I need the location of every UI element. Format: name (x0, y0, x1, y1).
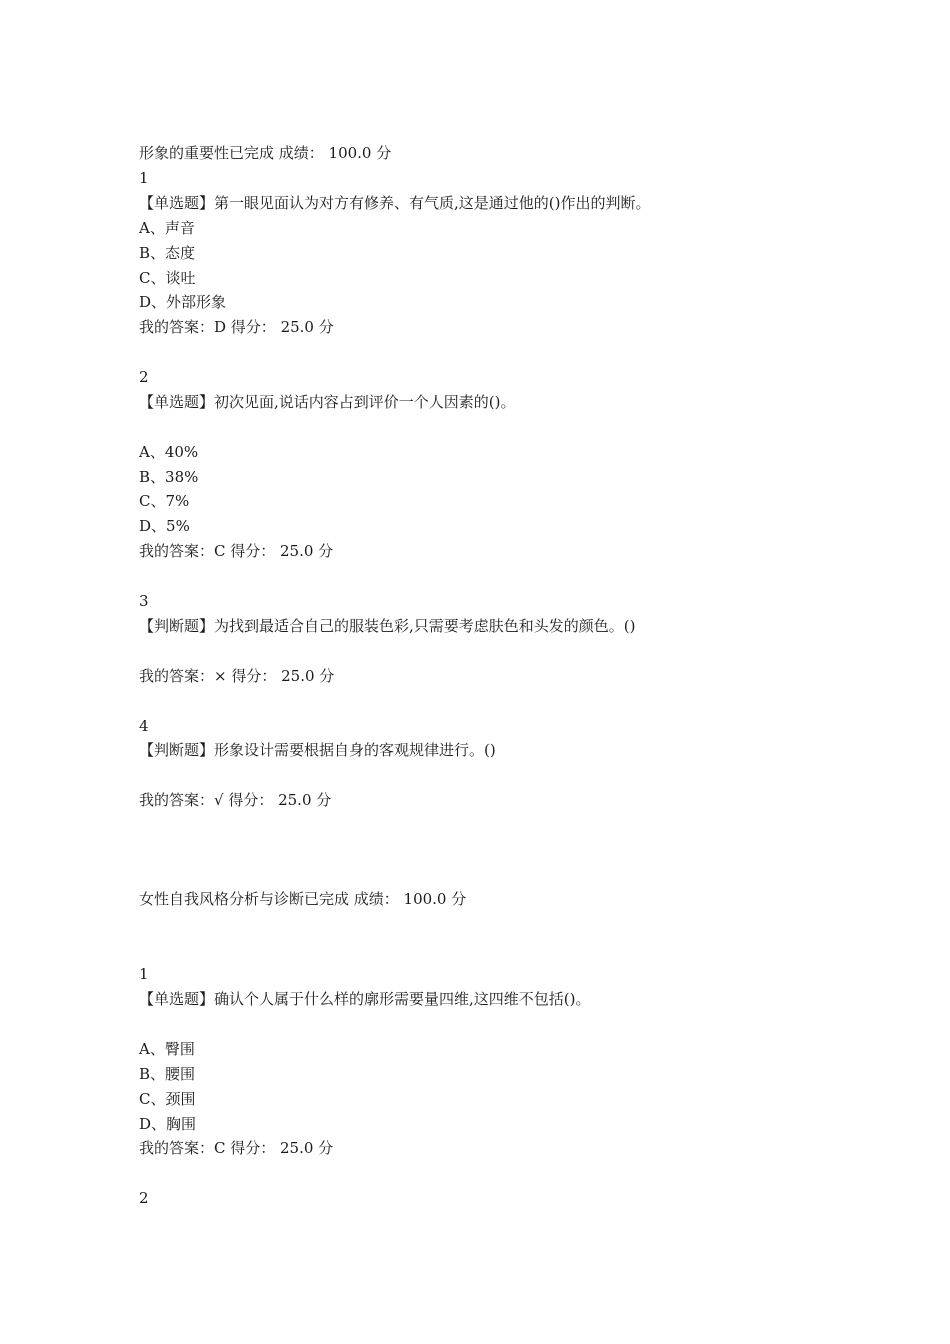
option-c: C、谈吐 (139, 269, 196, 287)
section-title: 形象的重要性已完成 成绩： 100.0 分 (139, 144, 392, 162)
option-d: D、外部形象 (139, 293, 227, 311)
question-number: 1 (139, 169, 149, 187)
question-number: 3 (139, 592, 149, 610)
option-c: C、7% (139, 492, 190, 510)
option-c: C、颈围 (139, 1090, 196, 1108)
question-number: 2 (139, 1189, 149, 1207)
option-a: A、臀围 (139, 1040, 195, 1058)
option-a: A、40% (139, 443, 199, 461)
question-text: 【判断题】形象设计需要根据自身的客观规律进行。() (139, 741, 496, 759)
option-d: D、5% (139, 517, 190, 535)
question-text: 【单选题】第一眼见面认为对方有修养、有气质,这是通过他的()作出的判断。 (139, 194, 651, 212)
answer-line: 我的答案：D 得分： 25.0 分 (139, 318, 334, 336)
section-title: 女性自我风格分析与诊断已完成 成绩： 100.0 分 (139, 890, 467, 908)
question-number: 4 (139, 717, 149, 735)
question-number: 2 (139, 368, 149, 386)
answer-line: 我的答案：√ 得分： 25.0 分 (139, 791, 332, 809)
answer-line: 我的答案：× 得分： 25.0 分 (139, 667, 335, 685)
question-text: 【单选题】确认个人属于什么样的廓形需要量四维,这四维不包括()。 (139, 990, 591, 1008)
option-a: A、声音 (139, 219, 195, 237)
option-b: B、38% (139, 468, 199, 486)
question-number: 1 (139, 965, 149, 983)
answer-line: 我的答案：C 得分： 25.0 分 (139, 1139, 334, 1157)
option-d: D、胸围 (139, 1115, 197, 1133)
answer-line: 我的答案：C 得分： 25.0 分 (139, 542, 334, 560)
question-text: 【单选题】初次见面,说话内容占到评价一个人因素的()。 (139, 393, 516, 411)
option-b: B、腰围 (139, 1065, 196, 1083)
option-b: B、态度 (139, 244, 196, 262)
question-text: 【判断题】为找到最适合自己的服装色彩,只需要考虑肤色和头发的颜色。() (139, 617, 636, 635)
